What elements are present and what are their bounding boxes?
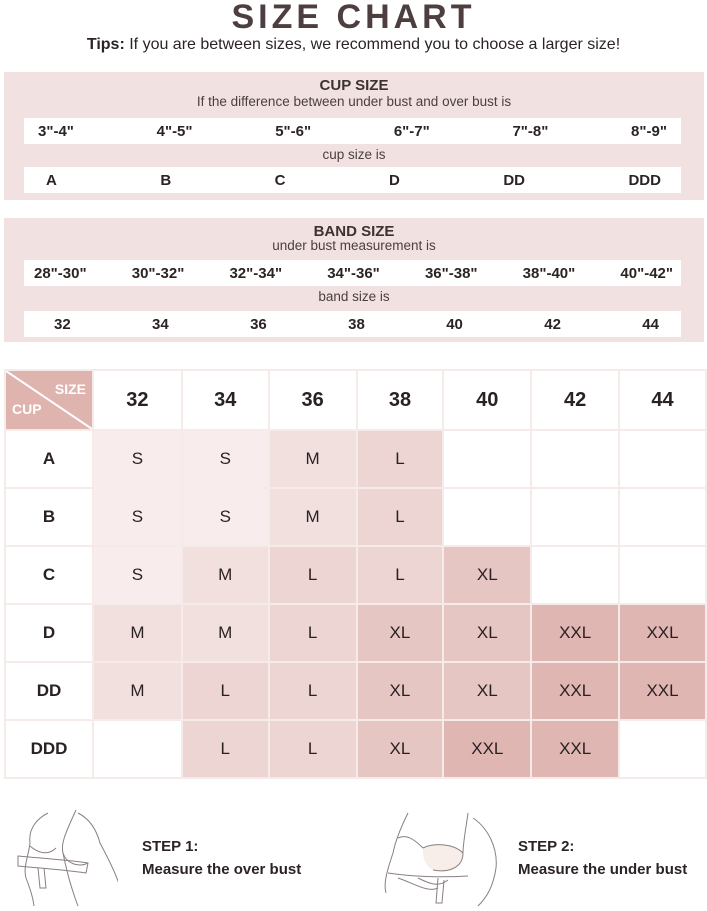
band-number: 42 — [544, 315, 561, 333]
grid-cell — [93, 720, 182, 778]
step-1-label: STEP 1: — [142, 838, 199, 855]
grid-cell: L — [357, 430, 444, 488]
grid-cell: S — [182, 430, 269, 488]
grid-cell — [531, 430, 619, 488]
tips-text — [0, 36, 707, 54]
band-number: 40 — [446, 315, 463, 333]
step-1-text: Measure the over bust — [142, 861, 302, 878]
grid-cell: XL — [443, 546, 531, 604]
grid-row — [5, 488, 706, 546]
grid-row-header: DDD — [5, 720, 93, 778]
grid-cell: XL — [443, 662, 531, 720]
grid-cell: L — [357, 546, 444, 604]
over-bust-illustration-icon — [8, 808, 118, 908]
grid-row-header: DD — [5, 662, 93, 720]
band-number: 38 — [348, 315, 365, 333]
grid-cell: XL — [443, 604, 531, 662]
grid-cell: M — [93, 604, 182, 662]
grid-cell: XL — [357, 720, 444, 778]
grid-col-header: 44 — [619, 370, 706, 430]
band-number: 44 — [642, 315, 659, 333]
grid-cell — [443, 488, 531, 546]
grid-row — [5, 546, 706, 604]
grid-cell: M — [182, 604, 269, 662]
diagonal-divider — [6, 371, 92, 429]
grid-col-header: 38 — [357, 370, 444, 430]
grid-cell: L — [182, 662, 269, 720]
cup-letter: DD — [503, 171, 525, 189]
grid-cell: L — [269, 662, 357, 720]
band-measurement: 38"-40" — [522, 264, 576, 282]
grid-row-header: B — [5, 488, 93, 546]
grid-cell: S — [93, 488, 182, 546]
grid-cell: S — [182, 488, 269, 546]
under-bust-illustration-icon — [378, 808, 503, 908]
grid-corner — [5, 370, 93, 430]
grid-cell: S — [93, 430, 182, 488]
grid-cell — [619, 488, 706, 546]
grid-cell: XXL — [531, 720, 619, 778]
band-number-strip — [24, 311, 681, 337]
corner-size-label: SIZE — [54, 381, 86, 397]
corner-cup-label: CUP — [12, 401, 42, 417]
grid-cell: L — [269, 604, 357, 662]
grid-col-header: 42 — [531, 370, 619, 430]
cup-measurement-strip — [24, 118, 681, 144]
grid-cell: L — [182, 720, 269, 778]
cup-letter: A — [46, 171, 57, 189]
grid-cell: XXL — [531, 604, 619, 662]
band-size-subtitle: under bust measurement is — [272, 238, 436, 253]
grid-cell: XL — [357, 662, 444, 720]
grid-cell: M — [269, 430, 357, 488]
tips-body: If you are between sizes, we recommend you to choose a larger size! — [124, 36, 621, 53]
grid-row — [5, 720, 706, 778]
cup-size-title: CUP SIZE — [319, 77, 389, 94]
cup-letter: B — [160, 171, 172, 189]
band-measurement: 32"-34" — [229, 264, 283, 282]
grid-col-header: 32 — [93, 370, 182, 430]
grid-cell: XXL — [443, 720, 531, 778]
step-2-label: STEP 2: — [518, 838, 575, 855]
cup-measurement: 6"-7" — [393, 122, 430, 140]
cup-measurement: 5"-6" — [275, 122, 312, 140]
cup-letter: DDD — [628, 171, 661, 189]
band-size-title: BAND SIZE — [313, 223, 395, 240]
cup-letter: D — [388, 171, 400, 189]
band-measurement: 40"-42" — [620, 264, 673, 282]
grid-cell: XXL — [619, 662, 706, 720]
band-number: 34 — [152, 315, 169, 333]
cup-measurement: 7"-8" — [512, 122, 549, 140]
band-measurement: 28"-30" — [34, 264, 87, 282]
tips-label: Tips: — [86, 36, 125, 53]
grid-cell — [531, 488, 619, 546]
cup-size-subtitle: If the difference between under bust and over bust is — [196, 94, 512, 109]
grid-cell: L — [357, 488, 444, 546]
cup-measurement: 4"-5" — [156, 122, 193, 140]
grid-col-header: 40 — [443, 370, 531, 430]
band-measurement: 34"-36" — [327, 264, 380, 282]
band-measurement-strip — [24, 260, 681, 286]
grid-row — [5, 604, 706, 662]
grid-cell: L — [269, 720, 357, 778]
band-measurement: 30"-32" — [131, 264, 185, 282]
grid-cell — [531, 546, 619, 604]
grid-cell: L — [269, 546, 357, 604]
cup-measurement: 3"-4" — [38, 122, 74, 140]
grid-cell: S — [93, 546, 182, 604]
step-2-text: Measure the under bust — [518, 861, 688, 878]
grid-col-header: 34 — [182, 370, 269, 430]
cup-letter-strip — [24, 167, 681, 193]
grid-cell — [443, 430, 531, 488]
grid-row-header: D — [5, 604, 93, 662]
grid-row-header: A — [5, 430, 93, 488]
band-number: 32 — [54, 315, 71, 333]
band-result-label: band size is — [318, 289, 390, 304]
cup-result-label: cup size is — [322, 147, 386, 162]
grid-row-header: C — [5, 546, 93, 604]
cup-letter: C — [274, 171, 286, 189]
page-title: SIZE CHART — [231, 0, 476, 36]
grid-cell: M — [269, 488, 357, 546]
step-2 — [518, 838, 687, 878]
grid-row — [5, 430, 706, 488]
grid-cell: M — [93, 662, 182, 720]
grid-cell: XL — [357, 604, 444, 662]
band-measurement: 36"-38" — [424, 264, 478, 282]
grid-header-row — [5, 370, 706, 430]
grid-cell: M — [182, 546, 269, 604]
band-number: 36 — [250, 315, 267, 333]
band-size-panel — [4, 218, 704, 342]
grid-cell: XXL — [531, 662, 619, 720]
cup-size-panel — [4, 72, 704, 200]
grid-row — [5, 662, 706, 720]
grid-col-header: 36 — [269, 370, 357, 430]
step-1 — [142, 838, 301, 878]
grid-cell: XXL — [619, 604, 706, 662]
grid-cell — [619, 430, 706, 488]
grid-cell — [619, 546, 706, 604]
grid-cell — [619, 720, 706, 778]
size-grid — [4, 369, 707, 779]
cup-measurement: 8"-9" — [631, 122, 667, 140]
